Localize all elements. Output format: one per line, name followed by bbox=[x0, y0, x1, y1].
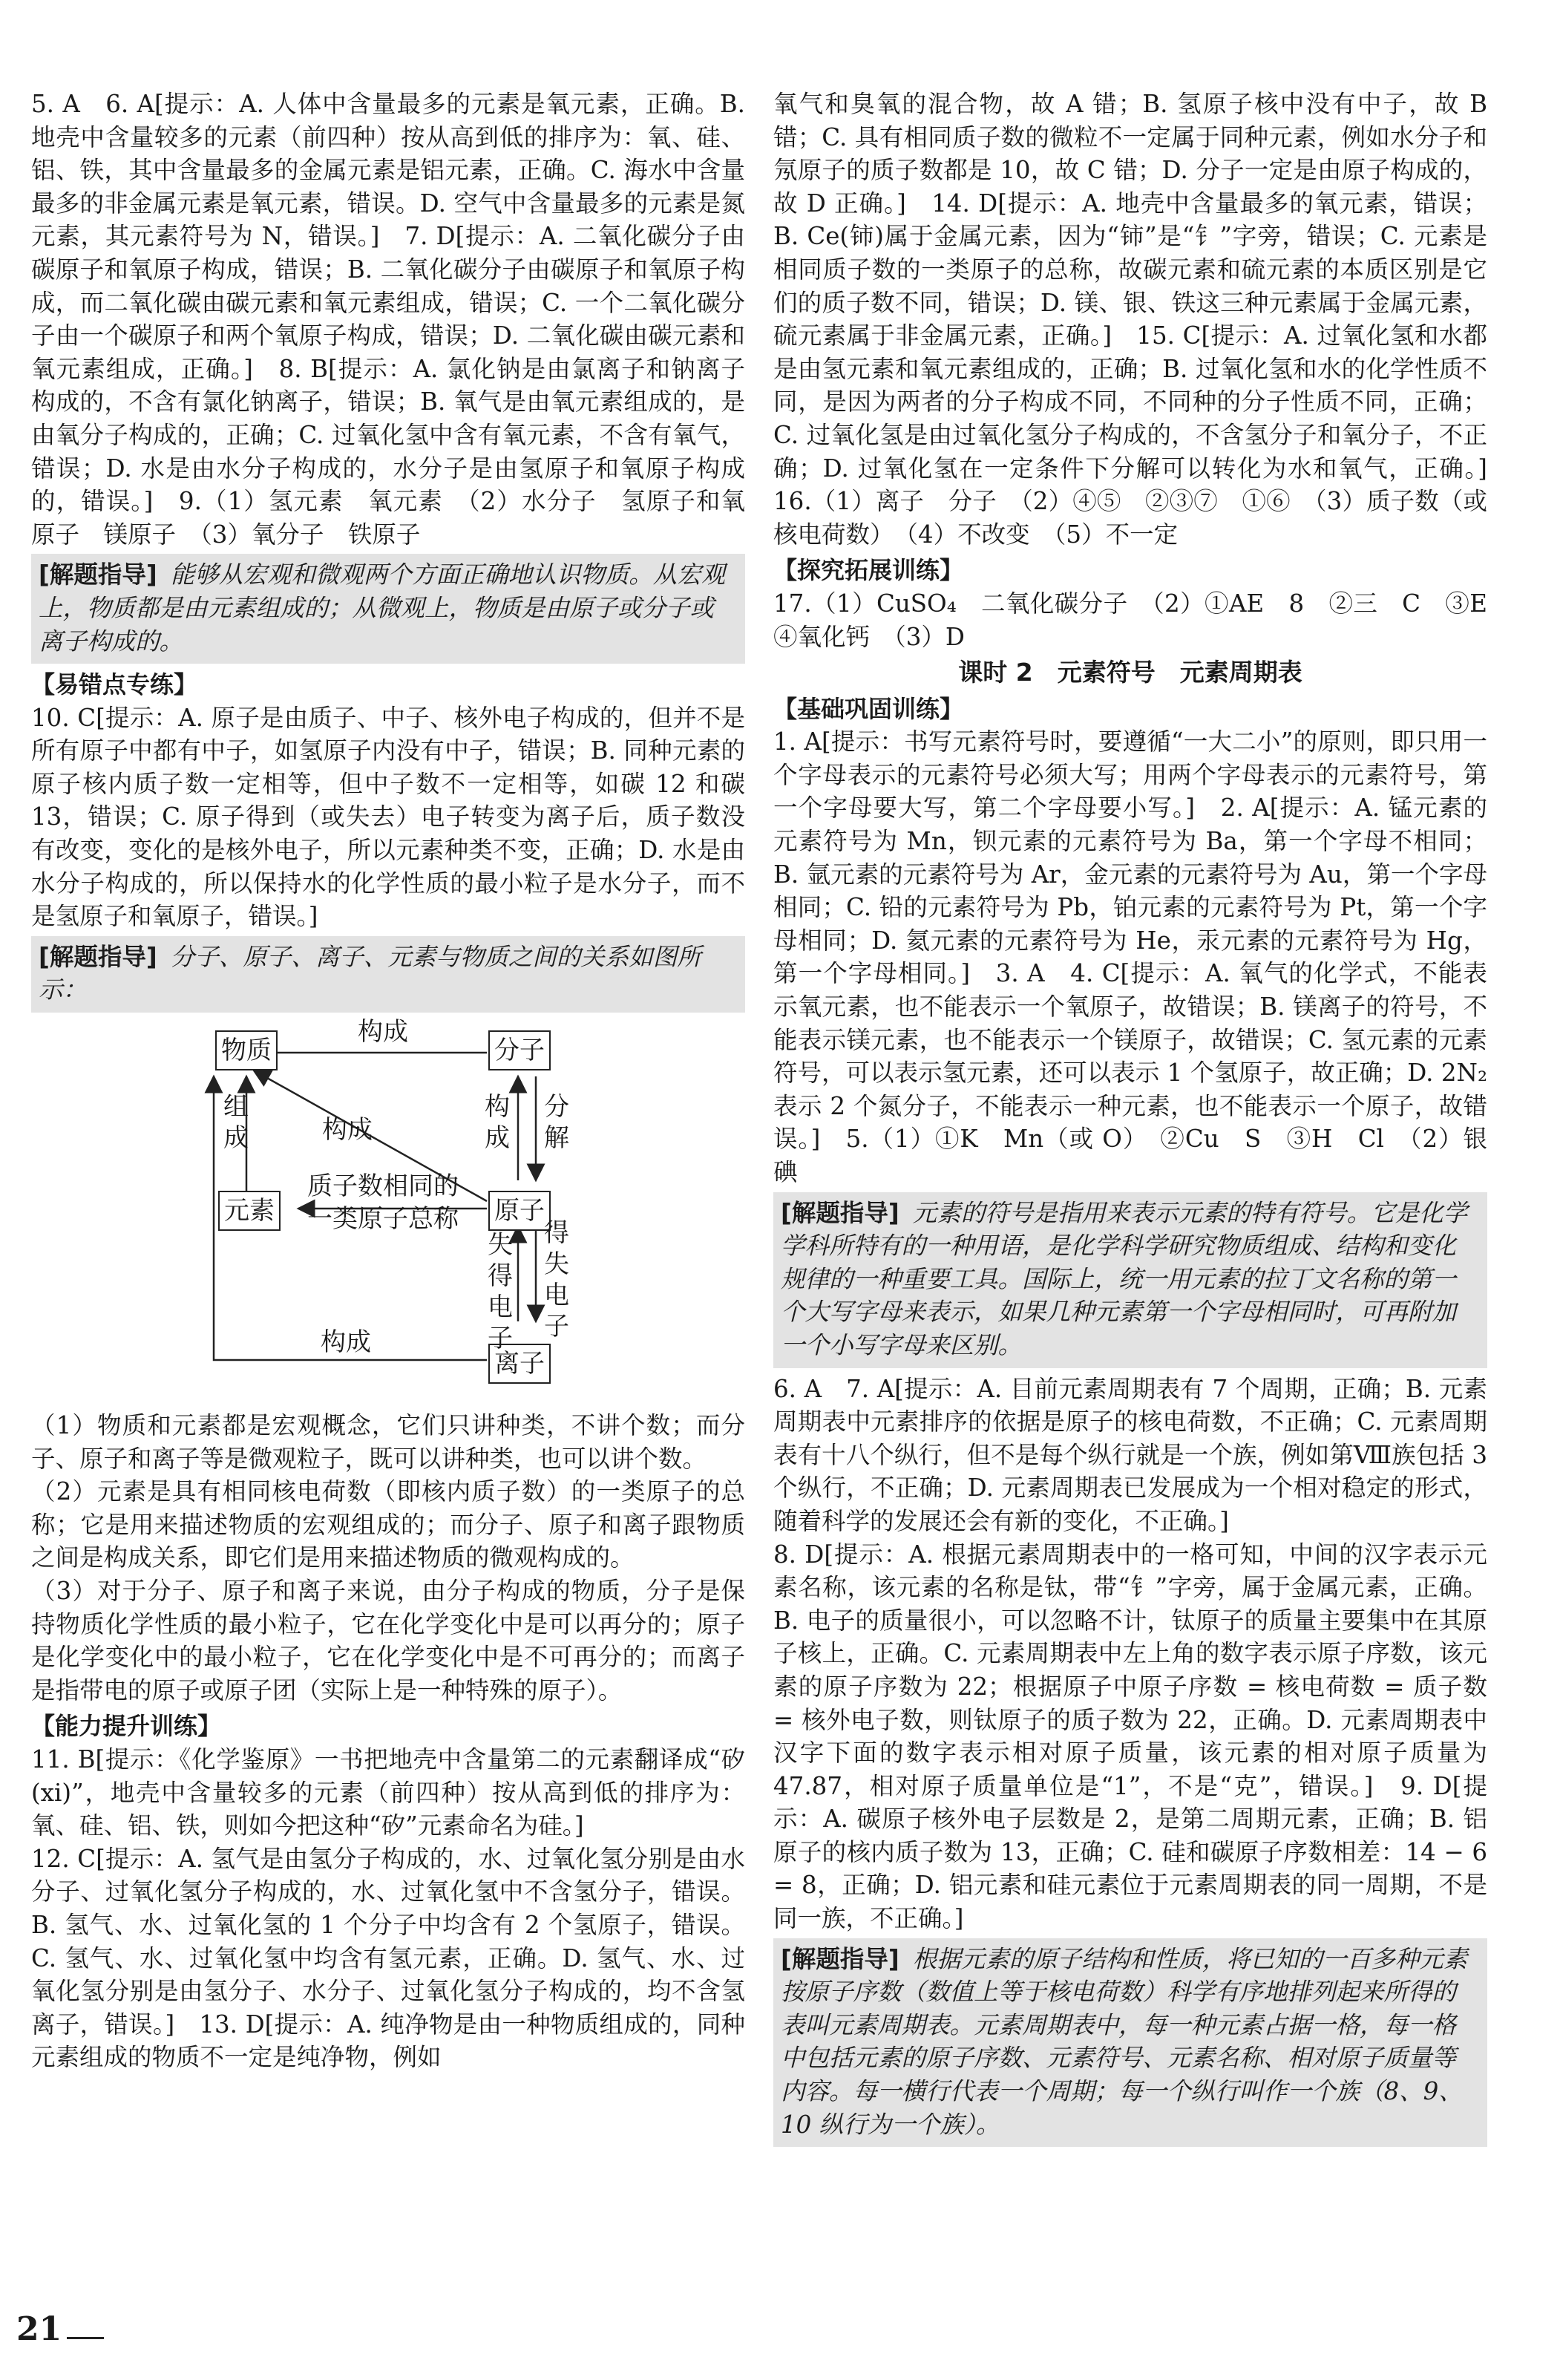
answer-11: 11. B[提示：《化学鉴原》一书把地壳中含量第二的元素翻译成“矽(xi)”，地壳中含量较多的元素（前四种）按从高到低的排序为：氧、硅、铝、铁，则如今把这种“矽”元素命名为硅。] bbox=[31, 1745, 745, 1840]
guide-text: 元素的符号是指用来表示元素的特有符号。它是化学学科所特有的一种用语，是化学科学研究物质组成、结构和变化规律的一种重要工具。国际上，统一用元素的拉丁文名称的第一个大写字母来表示，如果几种元素第一个字母相同时，可再附加一个小写字母来区别。 bbox=[781, 1198, 1468, 1359]
guide-label: [解题指导] bbox=[39, 560, 157, 589]
note-2: （2）元素是具有相同核电荷数（即核内质子数）的一类原子的总称；它是用来描述物质的宏观组成的；而分子、原子和离子跟物质之间是构成关系，即它们是用来描述物质的微观构成的。 bbox=[31, 1477, 745, 1572]
section-error-points: 【易错点专练】 bbox=[31, 670, 198, 699]
answer-10: 10. C[提示：A. 原子是由质子、中子、核外电子构成的，但并不是所有原子中都有中子，如氢原子内没有中子，错误；B. 同种元素的原子核内质子数一定相等，但中子数不一定相等，如碳 12 和碳 13，错误；C. 原子得到（或失去）电子转变为离子后，质子数没有改变，变化的是核外电子，所以元素种类不变，正确；D. 水是由水分子构成的，所以保持水的化学性质的最小粒子是水分子，而不是氢原子和氧原子，错误。] bbox=[31, 703, 745, 931]
label-lose-gain-electron: 失得电子 bbox=[488, 1230, 513, 1354]
guide-text: 能够从宏观和微观两个方面正确地认识物质。从宏观上，物质都是由元素组成的；从微观上，物质是由原子或分子或离子构成的。 bbox=[39, 560, 726, 656]
label-bottom-compose: 构成 bbox=[321, 1327, 371, 1358]
node-atom: 原子 bbox=[488, 1191, 551, 1231]
guide-text: 分子、原子、离子、元素与物质之间的关系如图所示： bbox=[39, 942, 701, 1004]
section-ability: 【能力提升训练】 bbox=[31, 1712, 222, 1741]
node-ion: 离子 bbox=[488, 1344, 551, 1384]
label-element-def-1: 质子数相同的 bbox=[307, 1171, 459, 1202]
answers-8-9: 8. D[提示：A. 根据元素周期表中的一格可知，中间的汉字表示元素名称，该元素的名称是钛，带“钅”字旁，属于金属元素，正确。B. 电子的质量很小，可以忽略不计，钛原子的质量主要集中在其原子核上，正确。C. 元素周期表中左上角的数字表示原子序数，该元素的原子序数为 22；根据原子中原子序数 = 核电荷数 = 质子数 = 核外电子数，则钛原子的质子数为 22，正确。D. 元素周期表中汉字下面的数字表示相对原子质量，该元素的相对原子质量为 47.87，相对原子质量单位是“1”，不是“克”，错误。] 9. D[提示：A. 碳原子核外电子层数是 2，是第二周期元素，正确；B. 铝原子的核内质子数为 13，正确；C. 硅和碳原子序数相差：14 − 6 = 8，正确；D. 铝元素和硅元素位于元素周期表的同一周期，不是同一族，不正确。] bbox=[773, 1540, 1487, 1933]
node-element: 元素 bbox=[218, 1191, 281, 1231]
solution-guide-2 bbox=[31, 936, 745, 1013]
right-column bbox=[773, 88, 1512, 2151]
label-compose: 组成 bbox=[223, 1092, 249, 1154]
label-diagonal-compose: 构成 bbox=[322, 1115, 373, 1145]
guide-label: [解题指导] bbox=[781, 1944, 899, 1973]
label-element-def-2: 一类原子总称 bbox=[307, 1204, 459, 1235]
note-3: （3）对于分子、原子和离子来说，由分子构成的物质，分子是保持物质化学性质的最小粒子，它在化学变化中是可以再分的；原子是化学变化中的最小粒子，它在化学变化中是不可再分的；而离子是指带电的原子或原子团（实际上是一种特殊的原子）。 bbox=[31, 1577, 745, 1704]
label-split: 分解 bbox=[544, 1092, 569, 1154]
page-number-rule bbox=[67, 2337, 104, 2339]
label-top-compose: 构成 bbox=[358, 1017, 408, 1047]
node-molecule: 分子 bbox=[488, 1030, 551, 1070]
section-basic: 【基础巩固训练】 bbox=[773, 694, 964, 723]
left-column bbox=[31, 88, 745, 2074]
lesson-title: 课时 2 元素符号 元素周期表 bbox=[958, 658, 1302, 687]
guide-text: 根据元素的原子结构和性质，将已知的一百多种元素按原子序数（数值上等于核电荷数）科学有序地排列起来所得的表叫元素周期表。元素周期表中，每一种元素占据一格，每一格中包括元素的原子序数、元素符号、元素名称、相对原子质量等内容。每一横行代表一个周期；每一个纵行叫作一个族（8、9、10 纵行为一个族）。 bbox=[781, 1944, 1468, 2139]
guide-label: [解题指导] bbox=[39, 942, 157, 971]
solution-guide-4 bbox=[773, 1938, 1487, 2148]
solution-guide-3 bbox=[773, 1192, 1487, 1368]
solution-guide-1 bbox=[31, 554, 745, 664]
section-explore: 【探究拓展训练】 bbox=[773, 556, 964, 585]
answers-5-9: 5. A 6. A[提示：A. 人体中含量最多的元素是氧元素，正确。B. 地壳中含量较多的元素（前四种）按从高到低的排序为：氧、硅、铝、铁，其中含量最多的金属元素是铝元素，正确。C. 海水中含量最多的非金属元素是氧元素，错误。D. 空气中含量最多的元素是氮元素，其元素符号为 N，错误。] 7. D[提示：A. 二氧化碳分子由碳原子和氧原子构成，错误；B. 二氧化碳分子由碳原子和氧原子构成，而二氧化碳由碳元素和氧元素组成，错误；C. 一个二氧化碳分子由一个碳原子和两个氧原子构成，错误；D. 二氧化碳由碳元素和氧元素组成，正确。] 8. B[提示：A. 氯化钠是由氯离子和钠离子构成的，不含有氯化钠离子，错误；B. 氧气是由氧元素组成的，是由氧分子构成的，正确；C. 过氧化氢中含有氧元素，不含有氧气，错误；D. 水是由水分子构成的，水分子是由氢原子和氧原子构成的，错误。] 9.（1）氢元素 氧元素 （2）水分子 氢原子和氧原子 镁原子 （3）氧分子 铁原子 bbox=[31, 90, 745, 549]
label-molecule-atom-compose: 构成 bbox=[485, 1092, 510, 1154]
page-number: 21 bbox=[16, 2310, 62, 2348]
relationship-diagram bbox=[31, 1017, 745, 1403]
answers-1-5: 1. A[提示：书写元素符号时，要遵循“一大二小”的原则，即只用一个字母表示的元素符号必须大写；用两个字母表示的元素符号，第一个字母要大写，第二个字母要小写。] 2. A[提示：A. 锰元素的元素符号为 Mn，钡元素的元素符号为 Ba，第一个字母不相同；B. 氩元素的元素符号为 Ar，金元素的元素符号为 Au，第一个字母相同；C. 铅的元素符号为 Pb，铂元素的元素符号为 Pt，第一个字母相同；D. 氦元素的元素符号为 He，汞元素的元素符号为 Hg，第一个字母相同。] 3. A 4. C[提示：A. 氧气的化学式，不能表示氧元素，也不能表示一个氧原子，故错误；B. 镁离子的符号，不能表示镁元素，也不能表示一个镁原子，故错误；C. 氢元素的元素符号，可以表示氢元素，还可以表示 1 个氢原子，故正确；D. 2N₂ 表示 2 个氮分子，不能表示一种元素，也不能表示一个原子，故错误。] 5.（1）①K Mn（或 O） ②Cu S ③H Cl （2）银 碘 bbox=[773, 728, 1512, 1186]
answers-13-16: 氧气和臭氧的混合物，故 A 错；B. 氢原子核中没有中子，故 B 错；C. 具有相同质子数的微粒不一定属于同种元素，例如水分子和氖原子的质子数都是 10，故 C 错；D. 分子一定是由原子构成的，故 D 正确。] 14. D[提示：A. 地壳中含量最多的氧元素，错误；B. Ce(铈)属于金属元素，因为“铈”是“钅”字旁，错误；C. 元素是相同质子数的一类原子的总称，故碳元素和硫元素的本质区别是它们的质子数不同，错误；D. 镁、银、铁这三种元素属于金属元素，硫元素属于非金属元素，正确。] 15. C[提示：A. 过氧化氢和水都是由氢元素和氧元素组成的，正确；B. 过氧化氢和水的化学性质不同，是因为两者的分子构成不同，不同种的分子性质不同，正确；C. 过氧化氢是由过氧化氢分子构成的，不含氢分子和氧分子，不正确；D. 过氧化氢在一定条件下分解可以转化为水和氧气，正确。] 16.（1）离子 分子 （2）④⑤ ②③⑦ ①⑥ （3）质子数（或核电荷数） （4）不改变 （5）不一定 bbox=[773, 90, 1512, 549]
answer-17: 17.（1）CuSO₄ 二氧化碳分子 （2）①AE 8 ②三 C ③E ④氧化钙 （3）D bbox=[773, 589, 1512, 651]
answers-6-7: 6. A 7. A[提示：A. 目前元素周期表有 7 个周期，正确；B. 元素周期表中元素排序的依据是原子的核电荷数，不正确；C. 元素周期表有十八个纵行，但不是每个纵行就是一个族，例如第Ⅷ族包括 3 个纵行，不正确；D. 元素周期表已发展成为一个相对稳定的形式，随着科学的发展还会有新的变化，不正确。] bbox=[773, 1374, 1487, 1535]
label-gain-lose-electron: 得失电子 bbox=[544, 1218, 569, 1342]
note-1: （1）物质和元素都是宏观概念，它们只讲种类，不讲个数；而分子、原子和离子等是微观粒子，既可以讲种类，也可以讲个数。 bbox=[31, 1411, 745, 1473]
answers-12-13: 12. C[提示：A. 氢气是由氢分子构成的，水、过氧化氢分别是由水分子、过氧化氢分子构成的，水、过氧化氢中不含氢分子，错误。B. 氢气、水、过氧化氢的 1 个分子中均含有 2 个氢原子，错误。C. 氢气、水、过氧化氢中均含有氢元素，正确。D. 氢气、水、过氧化氢分别是由氢分子、水分子、过氧化氢分子构成的，均不含氢离子，错误。] 13. D[提示：A. 纯净物是由一种物质组成的，同种元素组成的物质不一定是纯净物，例如 bbox=[31, 1844, 745, 2072]
guide-label: [解题指导] bbox=[781, 1198, 899, 1227]
node-matter: 物质 bbox=[215, 1030, 278, 1070]
